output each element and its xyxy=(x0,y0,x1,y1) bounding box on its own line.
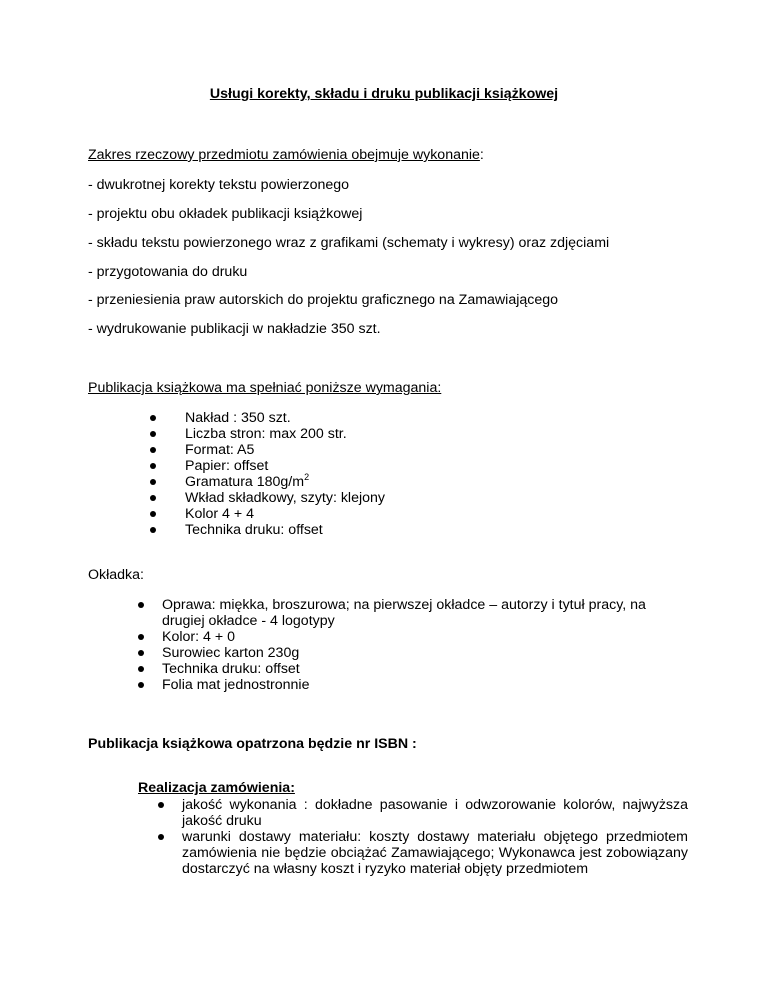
list-item: Surowiec karton 230g xyxy=(138,645,698,661)
scope-item: - przeniesienia praw autorskich do projektu graficznego na Zamawiającego xyxy=(88,292,559,308)
list-item: Wkład składkowy, szyty: klejony xyxy=(150,490,650,506)
document-title: Usługi korekty, składu i druku publikacji książkowej xyxy=(209,86,559,102)
scope-heading: Zakres rzeczowy przedmiotu zamówienia obejmuje wykonanie xyxy=(88,147,480,163)
list-item: Oprawa: miękka, broszurowa; na pierwszej okładce – autorzy i tytuł pracy, na drugiej okładce - 4 logotypy xyxy=(138,597,662,629)
list-item: Nakład : 350 szt. xyxy=(150,410,650,426)
realization-list xyxy=(158,797,688,877)
list-item: Technika druku: offset xyxy=(150,522,650,538)
requirements-heading: Publikacja książkowa ma spełniać poniższe wymagania: xyxy=(88,380,442,396)
list-item: Papier: offset xyxy=(150,458,650,474)
list-item: Kolor 4 + 4 xyxy=(150,506,650,522)
list-item: Technika druku: offset xyxy=(138,661,698,677)
list-item: Gramatura $180g/m^2$ xyxy=(150,474,650,490)
scope-item: - projektu obu okładek publikacji książkowej xyxy=(88,206,363,222)
list-item: Kolor: 4 + 0 xyxy=(138,629,698,645)
scope-item: - wydrukowanie publikacji w nakładzie 350 szt. xyxy=(88,321,381,337)
scope-item: - składu tekstu powierzonego wraz z grafikami (schematy i wykresy) oraz zdjęciami xyxy=(88,235,610,251)
cover-list xyxy=(138,597,698,693)
list-item: Format: A5 xyxy=(150,442,650,458)
cover-heading: Okładka: xyxy=(88,567,144,583)
list-item: warunki dostawy materiału: koszty dostawy materiału objętego przedmiotem zamówienia nie będzie obciążać Zamawiającego; Wykonawca jest zobowiązany dostarczyć na własny koszt i ryzyko materiał objęty przedmiotem xyxy=(158,829,688,877)
scope-item: - przygotowania do druku xyxy=(88,264,248,280)
superscript: 2 xyxy=(304,472,310,482)
list-item: jakość wykonania : dokładne pasowanie i odwzorowanie kolorów, najwyższa jakość druku xyxy=(158,797,688,829)
scope-item: - dwukrotnej korekty tekstu powierzonego xyxy=(88,177,350,193)
scope-heading-colon: : xyxy=(479,147,484,163)
list-item: Folia mat jednostronnie xyxy=(138,677,698,693)
isbn-line: Publikacja książkowa opatrzona będzie nr ISBN : xyxy=(88,736,417,752)
scope-heading-line xyxy=(88,147,484,163)
realization-heading: Realizacja zamówienia: xyxy=(138,780,295,796)
list-item: Liczba stron: max 200 str. xyxy=(150,426,650,442)
requirements-list xyxy=(150,410,650,538)
